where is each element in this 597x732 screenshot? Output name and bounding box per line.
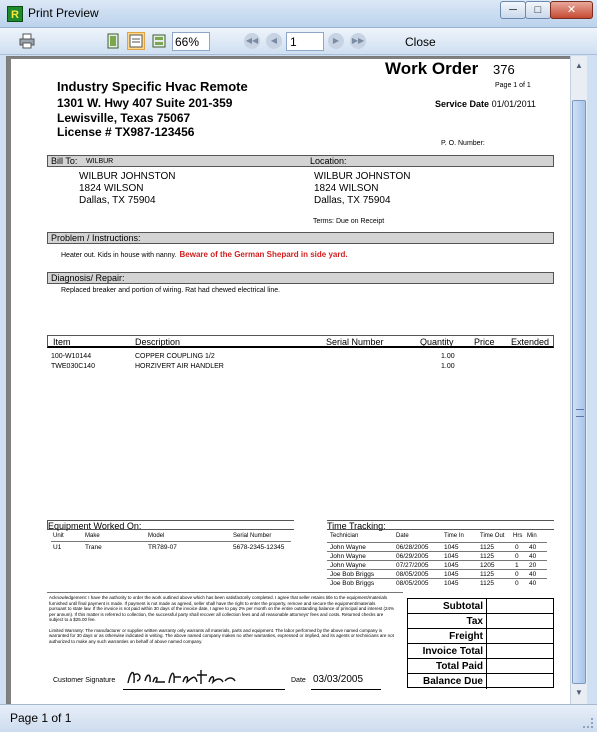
location-label: Location: [310, 156, 347, 166]
time-cell-in: 1045 [444, 553, 459, 560]
minimize-icon: ─ [509, 4, 517, 16]
freight-row: Freight [408, 629, 553, 644]
toolbar [0, 28, 597, 55]
minimize-button[interactable] [500, 1, 526, 19]
time-cell-min: 20 [529, 562, 537, 569]
time-cell-in: 1045 [444, 571, 459, 578]
time-cell-in: 1045 [444, 580, 459, 587]
signature-image [125, 665, 265, 689]
time-cell-hrs: 0 [515, 553, 519, 560]
close-window-button[interactable] [550, 1, 593, 19]
time-cell-hrs: 1 [515, 562, 519, 569]
scroll-up-button[interactable] [572, 59, 586, 73]
zoom-field[interactable]: 66% [172, 32, 210, 51]
first-page-button[interactable] [244, 33, 260, 49]
app-icon: R [7, 6, 23, 22]
acknowledgement-text: Acknowledgement: I have the authority to order the work outlined above which has been satisfactorily completed. I agree that seller retains title to the equipment/materials furnished until final payment is made. If payment is not made as agreed, seller shall have the right to enter the property, remove and secure the equipment/materials pursuant to state law. If the invoice is not paid within 30 days of the invoice date, I agree to pay 2% per month on the entire outstanding balance of principal and interest (24% per annum). If this matter is referred to collection, the successful party shall recover all collection fees and all reasonable attorneys' fees and costs. Returned checks are subject to a $25.00 fee. Limited Warranty: The manufacturer or supplier written warranty only warrants all materials, parts and equipment. The labor performed by the above named company is warranted for 30 days or as otherwise indicated in writing. The above named company makes no other warranties, expressed or implied, and its agents or technicians are not authorized to make any such warranties on behalf of above named company. [49, 595, 394, 644]
window-title: Print Preview [28, 6, 99, 20]
resize-grip-icon[interactable] [583, 718, 593, 728]
page-width-icon [128, 33, 144, 49]
document-page: Work Order 376 Page 1 of 1 Industry Specific Hvac Remote 1301 W. Hwy 407 Suite 201-359 Lewisville, Texas 75067 License # TX987-123456 Service Date 01/01/2011 P. O. Number: Bill To: WILBUR Location: WILBUR JOHNSTON 1824 WILSON Dallas, TX 75904 WILBUR JOHNSTON 1824 WILSON Dallas, TX 75904 Terms: Due on Receipt Problem / Instructions: Heater out. Kids in house with nanny. Beware of the German Shepard in side yard. Diagnosis/ Repair: Replaced breaker and portion of wiring. Rat had chewed electrical line. Item Description Serial Number Quantity Price Extended 100-W10144 COPPER COUPLING 1/2 1.00 TWE030C140 HORZIVERT AIR HANDLER 1.00 Equipment Worked On: Unit Make Model Serial Number U1 Trane TR789-07 5678-2345-12345 Time Tracking: Technician Date Time In Time Out Hrs Min John Wayne 06/28/2005 1045 1125 0 40 John Wayne 06/29/2005 1045 1125 0 40 John Wayne 07/27/2005 1045 1205 1 20 Joe Bob Briggs 08/05/2005 1045 1125 0 40 Joe Bob Briggs 08/05/2005 1045 1125 0 40 Acknowledgement: I have the authority to order the work outlined above which has been satisfactorily completed. I agree that seller retains title to the equipment/materials furnished until final payment is made. If payment is not made as agreed, seller shall have the right to enter the property, remove and secure the equipment/materials pursuant to state law. If the invoice is not paid within 30 days of the invoice date, I agree to pay 2% per month on the entire outstanding balance of principal and interest (24% per annum). If this matter is referred to collection, the successful party shall recover all collection fees and all reasonable attorneys' fees and costs. Returned checks are subject to a $25.00 fee. Limited Warranty: The manufacturer or supplier written warranty only warrants all materials, parts and equipment. The labor performed by the above named company is warranted for 30 days or as otherwise indicated in writing. The above named company makes no other warranties, expressed or implied, and its agents or technicians are not authorized to make any such warranties on behalf of above named company. Subtotal Tax Freight Invoice Total Total Paid Balance Due Customer Signature Date 03/03/2005 [11, 59, 573, 709]
scroll-thumb[interactable] [572, 100, 586, 684]
po-number-label: P. O. Number: [441, 140, 485, 147]
time-cell-in: 1045 [444, 562, 459, 569]
time-cell-date: 06/28/2005 [396, 544, 429, 551]
last-page-button[interactable] [350, 33, 366, 49]
grip-icon [576, 409, 584, 417]
location-address: WILBUR JOHNSTON 1824 WILSON Dallas, TX 75904 [314, 171, 411, 206]
table-row: 100-W10144 COPPER COUPLING 1/2 1.00 [51, 353, 455, 360]
first-page-icon: ◀◀ [245, 36, 259, 45]
last-page-icon: ▶▶ [351, 36, 365, 45]
time-cell-tech: John Wayne [330, 553, 366, 560]
single-page-button[interactable] [104, 32, 122, 50]
company-name: Industry Specific Hvac Remote [57, 79, 248, 94]
items-header: Item Description Serial Number Quantity Price Extended [47, 335, 554, 348]
terms: Terms: Due on Receipt [313, 218, 385, 225]
time-cell-out: 1125 [480, 571, 494, 578]
time-cell-tech: Joe Bob Briggs [330, 571, 375, 578]
print-button[interactable] [18, 32, 36, 50]
chevron-down-icon: ▼ [575, 688, 583, 697]
company-license: License # TX987-123456 [57, 125, 195, 139]
vertical-scrollbar[interactable] [570, 56, 587, 704]
page-number-field[interactable]: 1 [286, 32, 324, 51]
date-label: Date [291, 677, 306, 684]
status-bar [0, 704, 597, 732]
invoice-total-row: Invoice Total [408, 644, 553, 659]
scroll-down-button[interactable] [572, 686, 586, 700]
time-cell-in: 1045 [444, 544, 459, 551]
status-text: Page 1 of 1 [10, 711, 72, 725]
table-row: TWE030C140 HORZIVERT AIR HANDLER 1.00 [51, 363, 455, 370]
multi-page-button[interactable] [150, 32, 168, 50]
single-page-icon [105, 33, 121, 49]
time-tracking-bar: Time Tracking: [327, 520, 554, 530]
time-cell-out: 1205 [480, 562, 495, 569]
time-cell-min: 40 [529, 571, 537, 578]
bill-to-short: WILBUR [86, 158, 114, 165]
time-cell-date: 08/05/2005 [396, 580, 429, 587]
time-cell-date: 07/27/2005 [396, 562, 429, 569]
signature-date: 03/03/2005 [313, 674, 364, 685]
title-bar [0, 0, 597, 28]
close-icon: ✕ [566, 4, 577, 16]
time-cell-min: 40 [529, 580, 537, 587]
maximize-button[interactable] [525, 1, 551, 19]
problem-bar: Problem / Instructions: [47, 232, 554, 244]
work-order-title: Work Order [385, 59, 479, 78]
warning-text: Beware of the German Shepard in side yard. [179, 250, 348, 259]
bill-to-address: WILBUR JOHNSTON 1824 WILSON Dallas, TX 75904 [79, 171, 176, 206]
company-address2: Lewisville, Texas 75067 [57, 111, 191, 125]
time-cell-hrs: 0 [515, 571, 519, 578]
time-cell-date: 06/29/2005 [396, 553, 429, 560]
time-cell-out: 1125 [480, 553, 494, 560]
time-cell-tech: John Wayne [330, 544, 366, 551]
subtotal-row: Subtotal [408, 599, 553, 614]
time-cell-out: 1125 [480, 544, 494, 551]
diagnosis-text: Replaced breaker and portion of wiring. Rat had chewed electrical line. [61, 287, 281, 294]
time-cell-tech: John Wayne [330, 562, 366, 569]
multi-page-icon [151, 33, 167, 49]
balance-due-row: Balance Due [408, 674, 553, 689]
problem-text: Heater out. Kids in house with nanny. Beware of the German Shepard in side yard. [61, 250, 348, 259]
next-page-icon: ▶ [332, 36, 340, 45]
signature-label: Customer Signature [53, 677, 116, 684]
preview-area[interactable] [6, 56, 572, 704]
previous-page-button[interactable] [266, 33, 282, 49]
time-cell-out: 1125 [480, 580, 494, 587]
work-order-number: 376 [493, 62, 515, 77]
time-cell-min: 40 [529, 553, 537, 560]
time-cell-min: 40 [529, 544, 537, 551]
tax-row: Tax [408, 614, 553, 629]
previous-page-icon: ◀ [270, 36, 278, 45]
totals-box [407, 598, 554, 688]
diagnosis-bar: Diagnosis/ Repair: [47, 272, 554, 284]
time-cell-date: 08/05/2005 [396, 571, 429, 578]
close-button[interactable]: Close [405, 35, 436, 49]
company-address1: 1301 W. Hwy 407 Suite 201-359 [57, 96, 233, 110]
time-cell-hrs: 0 [515, 544, 519, 551]
page-of: Page 1 of 1 [495, 82, 531, 89]
printer-icon [19, 33, 35, 49]
time-cell-tech: Joe Bob Briggs [330, 580, 375, 587]
service-date: Service Date 01/01/2011 [435, 99, 536, 109]
total-paid-row: Total Paid [408, 659, 553, 674]
time-cell-hrs: 0 [515, 580, 519, 587]
chevron-up-icon: ▲ [575, 61, 583, 70]
equipment-bar: Equipment Worked On: [47, 520, 294, 530]
page-width-button[interactable] [127, 32, 145, 50]
next-page-button[interactable] [328, 33, 344, 49]
bill-to-bar: Bill To: WILBUR Location: [47, 155, 554, 167]
maximize-icon: □ [534, 4, 542, 16]
